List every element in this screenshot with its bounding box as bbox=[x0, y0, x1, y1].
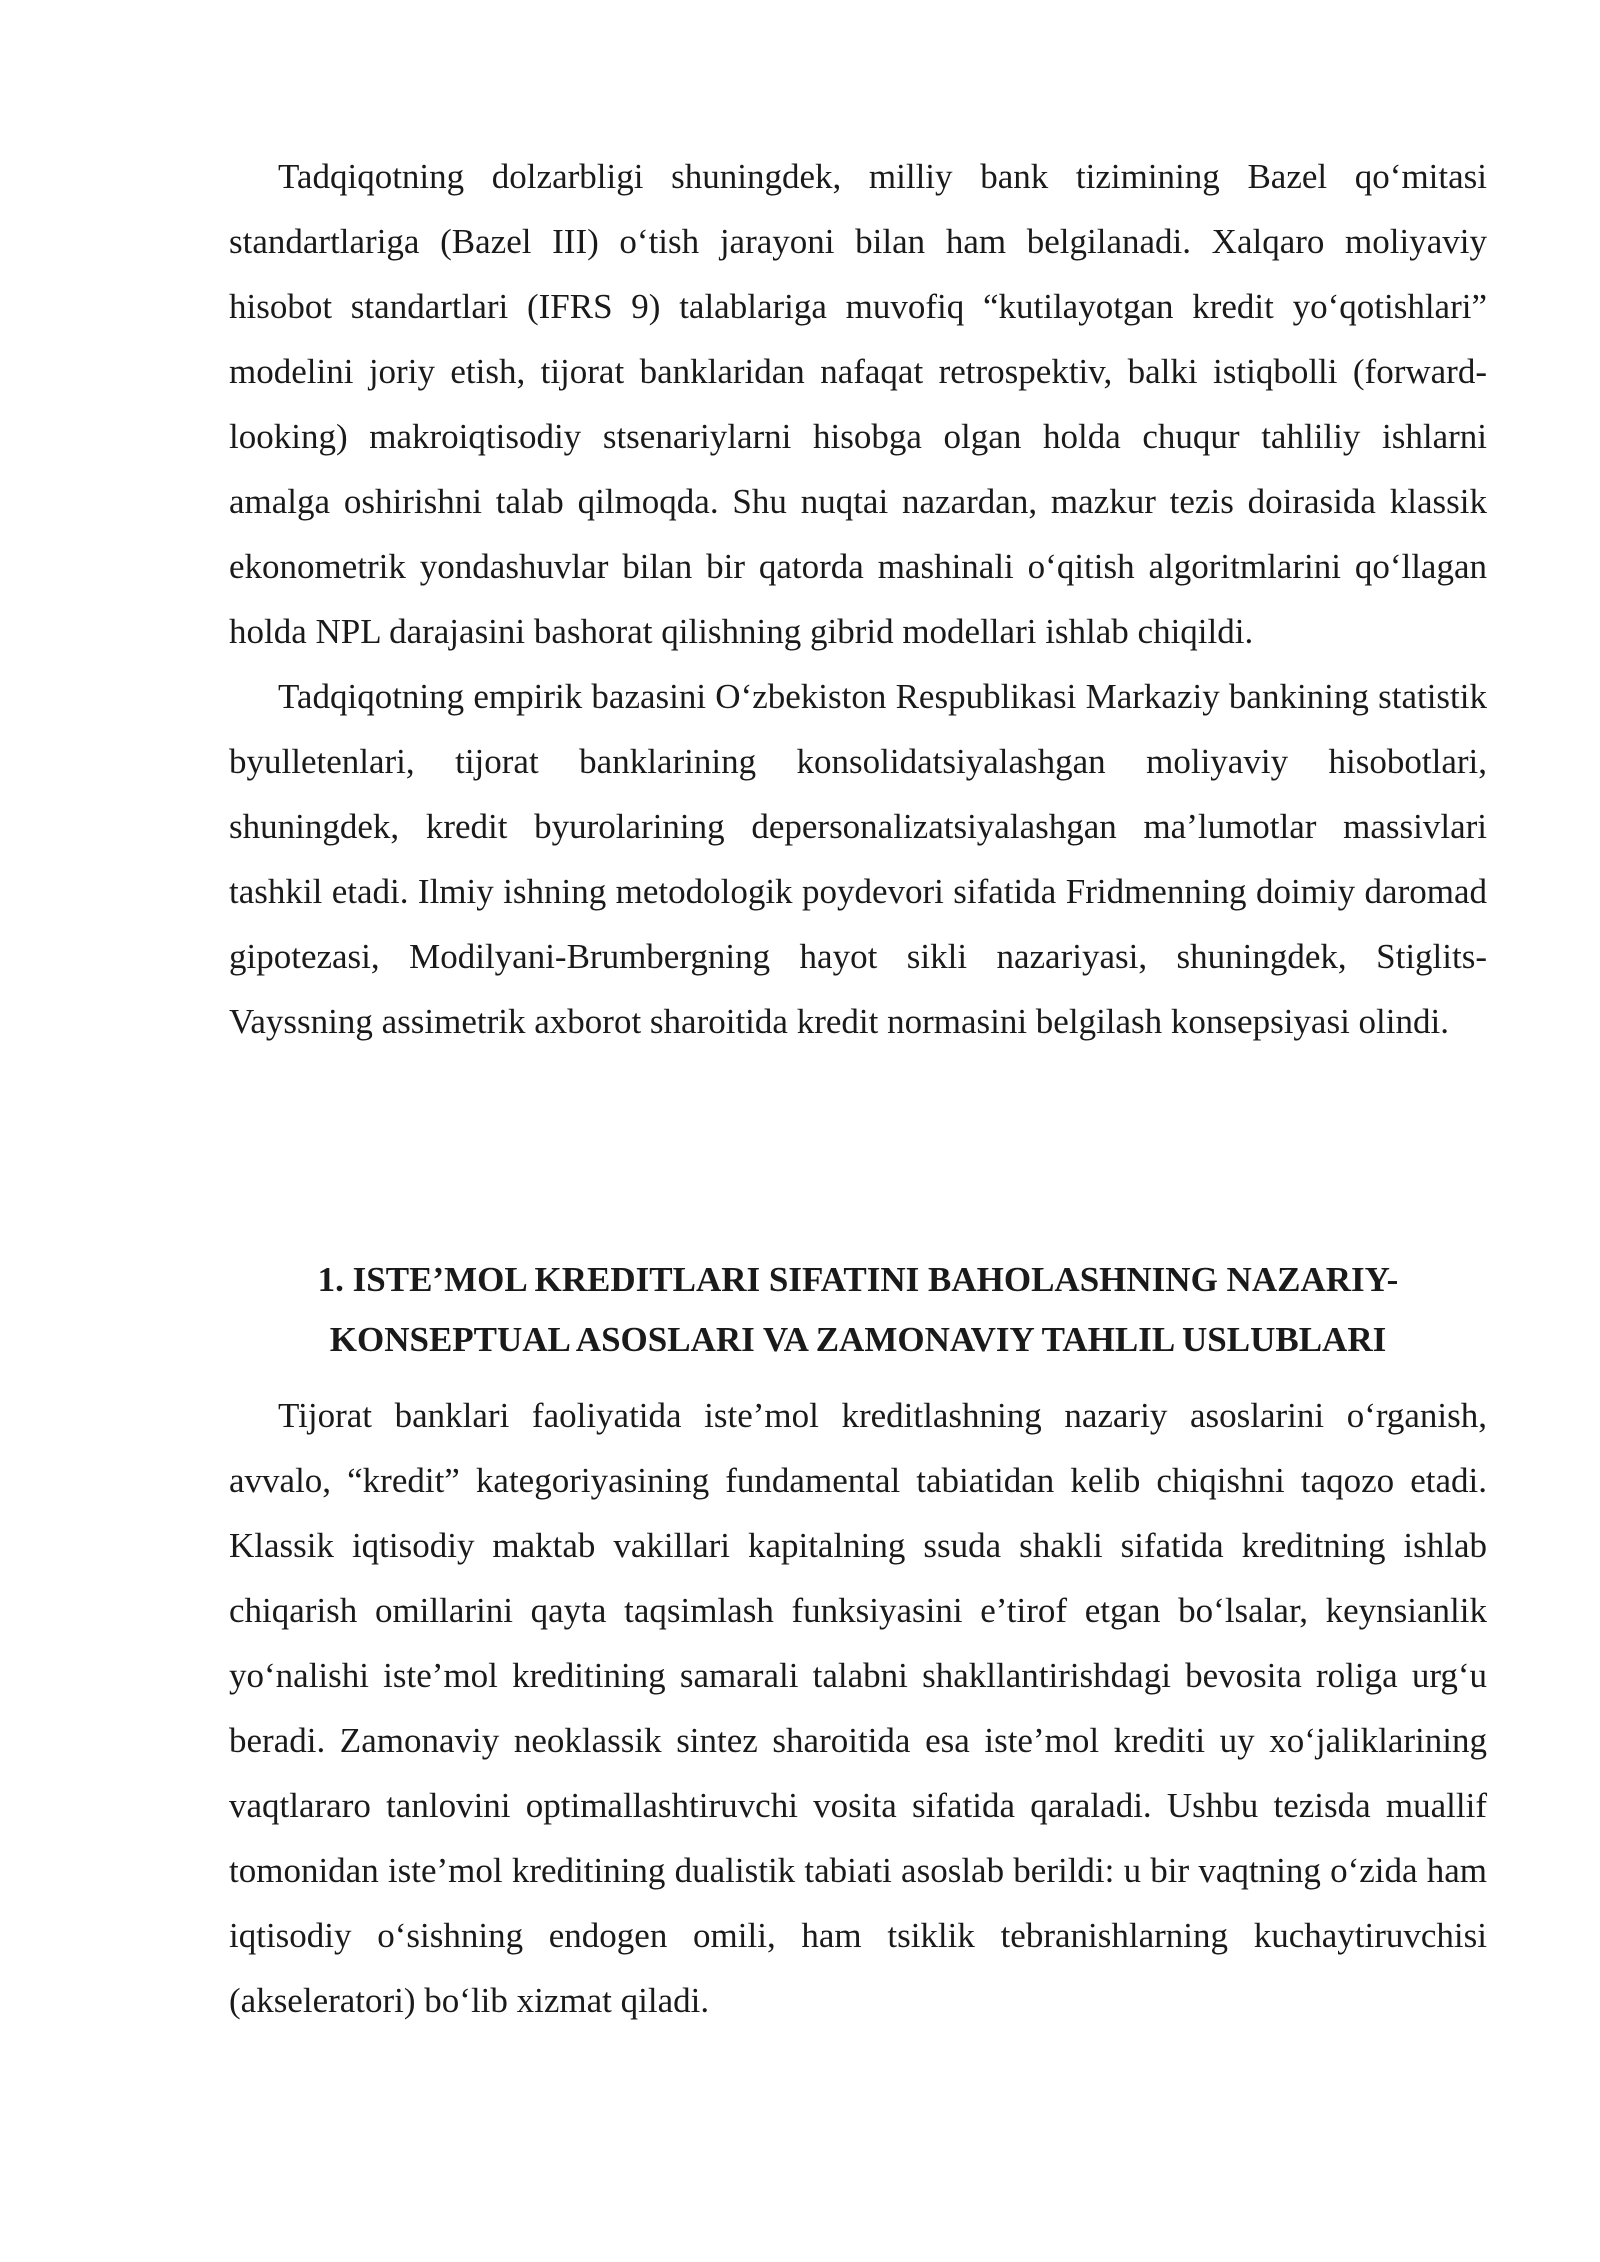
paragraph-relevance: Tadqiqotning dolzarbligi shuningdek, milliy bank tizimining Bazel qo‘mitasi standartlariga (Bazel III) o‘tish jarayoni bilan ham belgilanadi. Xalqaro moliyaviy hisobot standartlari (IFRS 9) talablariga muvofiq “kutilayotgan kredit yo‘qotishlari” modelini joriy etish, tijorat banklaridan nafaqat retrospektiv, balki istiqbolli (forward-looking) makroiqtisodiy stsenariylarni hisobga olgan holda chuqur tahliliy ishlarni amalga oshirishni talab qilmoqda. Shu nuqtai nazardan, mazkur tezis doirasida klassik ekonometrik yondashuvlar bilan bir qatorda mashinali o‘qitish algoritmlarini qo‘llagan holda NPL darajasini bashorat qilishning gibrid modellari ishlab chiqildi. bbox=[229, 157, 1487, 651]
section-heading-line-2: KONSEPTUAL ASOSLARI VA ZAMONAVIY TAHLIL USLUBLARI bbox=[329, 1320, 1387, 1359]
section-heading bbox=[229, 1250, 1487, 1370]
paragraph-credit-theory: Tijorat banklari faoliyatida iste’mol kreditlashning nazariy asoslarini o‘rganish, avvalo, “kredit” kategoriyasining fundamental tabiatidan kelib chiqishni taqozo etadi. Klassik iqtisodiy maktab vakillari kapitalning ssuda shakli sifatida kreditning ishlab chiqarish omillarini qayta taqsimlash funksiyasini e’tirof etgan bo‘lsalar, keynsianlik yo‘nalishi iste’mol kreditining samarali talabni shakllantirishdagi bevosita roliga urg‘u beradi. Zamonaviy neoklassik sintez sharoitida esa iste’mol krediti uy xo‘jaliklarining vaqtlararo tanlovini optimallashtiruvchi vosita sifatida qaraladi. Ushbu tezisda muallif tomonidan iste’mol kreditining dualistik tabiati asoslab berildi: u bir vaqtning o‘zida ham iqtisodiy o‘sishning endogen omili, ham tsiklik tebranishlarning kuchaytiruvchisi (akseleratori) bo‘lib xizmat qiladi. bbox=[229, 1396, 1487, 2020]
section-heading-line-1: 1. ISTE’MOL KREDITLARI SIFATINI BAHOLASHNING NAZARIY- bbox=[317, 1260, 1399, 1299]
paragraph-empirical-base: Tadqiqotning empirik bazasini O‘zbekiston Respublikasi Markaziy bankining statistik byulletenlari, tijorat banklarining konsolidatsiyalashgan moliyaviy hisobotlari, shuningdek, kredit byurolarining depersonalizatsiyalashgan ma’lumotlar massivlari tashkil etadi. Ilmiy ishning metodologik poydevori sifatida Fridmenning doimiy daromad gipotezasi, Modilyani-Brumbergning hayot sikli nazariyasi, shuningdek, Stiglits-Vayssning assimetrik axborot sharoitida kredit normasini belgilash konsepsiyasi olindi. bbox=[229, 677, 1487, 1041]
intro-text-block bbox=[229, 144, 1487, 1054]
section-text-block bbox=[229, 1383, 1487, 2033]
